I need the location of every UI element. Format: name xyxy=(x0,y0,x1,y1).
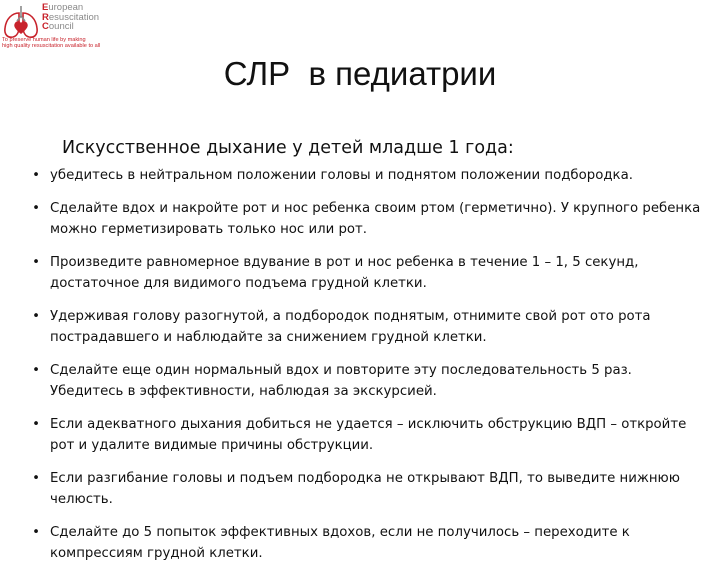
bullet-item xyxy=(30,165,702,186)
bullet-marker: • xyxy=(32,363,40,378)
bullet-item xyxy=(30,522,702,564)
bullet-marker: • xyxy=(32,417,40,432)
org-name-line: European xyxy=(42,2,84,13)
bullet-marker: • xyxy=(32,471,40,486)
organization-tagline xyxy=(2,37,100,49)
bullet-item xyxy=(30,414,702,456)
org-name-line: Resuscitation xyxy=(42,11,100,23)
bullet-marker: • xyxy=(32,309,40,324)
bullet-text: убедитесь в нейтральном положении головы и поднятом положении подбородка. xyxy=(50,168,633,183)
bullet-text: Произведите равномерное вдувание в рот и нос ребенка в течение 1 – 1, 5 секунд, достаточное для видимого подъема грудной клетки. xyxy=(50,255,639,291)
erc-logo xyxy=(2,2,124,50)
tagline-line: high quality resuscitation available to all xyxy=(2,43,101,49)
bullet-text: Удерживая голову разогнутой, а подбородок поднятым, отнимите свой рот ото рота пострадавшего и наблюдайте за снижением грудной клетки. xyxy=(50,309,651,345)
slide-title: СЛР в педиатрии xyxy=(223,55,497,92)
bullet-text: Если адекватного дыхания добиться не удается – исключить обструкцию ВДП – откройте рот и удалите видимые причины обструкции. xyxy=(50,417,687,453)
org-name-line: Council xyxy=(42,21,74,32)
bullet-text: Сделайте до 5 попыток эффективных вдохов, если не получилось – переходите к компрессиям грудной клетки. xyxy=(50,525,630,561)
organization-name xyxy=(42,3,99,32)
bullet-marker: • xyxy=(32,168,40,183)
tagline-line: To preserve human life by making xyxy=(2,37,86,43)
bullet-marker: • xyxy=(32,255,40,270)
bullet-text: Сделайте еще один нормальный вдох и повторите эту последовательность 5 раз. Убедитесь в эффективности, наблюдая за экскурсией. xyxy=(50,363,632,399)
bullet-marker: • xyxy=(32,525,40,540)
slide-subtitle: Искусственное дыхание у детей младше 1 года: xyxy=(62,138,514,158)
bullet-item xyxy=(30,360,702,402)
bullet-marker: • xyxy=(32,201,40,216)
bullet-list xyxy=(30,165,702,576)
bullet-item xyxy=(30,306,702,348)
bullet-item xyxy=(30,198,702,240)
bullet-item xyxy=(30,468,702,510)
bullet-item xyxy=(30,252,702,294)
bullet-text: Сделайте вдох и накройте рот и нос ребенка своим ртом (герметично). У крупного ребенка можно герметизировать только нос или рот. xyxy=(50,201,701,237)
bullet-text: Если разгибание головы и подъем подбородка не открывают ВДП, то выведите нижнюю челюсть. xyxy=(50,471,680,507)
